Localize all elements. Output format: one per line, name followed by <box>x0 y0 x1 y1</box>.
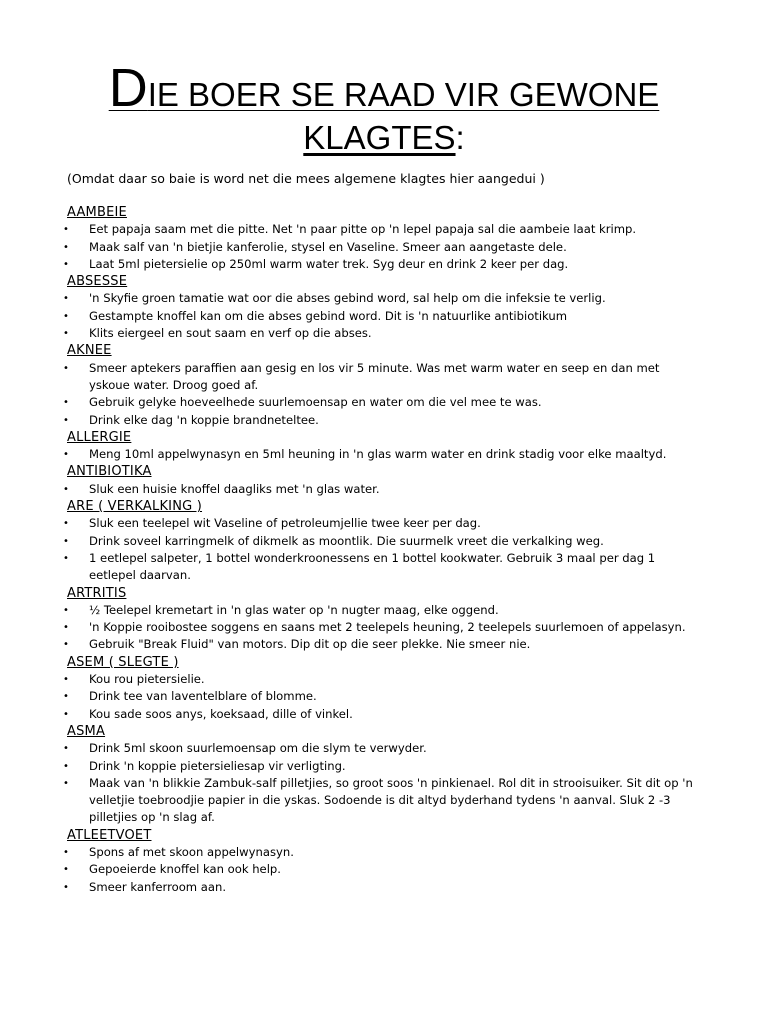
bullet-icon: • <box>63 518 69 530</box>
bullet-icon: • <box>63 777 69 789</box>
title-drop-letter: D <box>108 58 148 118</box>
section-item-list <box>63 290 701 342</box>
bullet-icon: • <box>63 674 69 686</box>
list-item-text: Drink soveel karringmelk of dikmelk as moontlik. Die suurmelk vreet die verkalking weg. <box>89 533 604 548</box>
section-item-list <box>63 671 701 723</box>
list-item <box>63 758 701 775</box>
list-item <box>63 740 701 757</box>
bullet-icon: • <box>63 552 69 564</box>
list-item <box>63 636 701 653</box>
list-item <box>63 256 701 273</box>
list-item-text: Gebruik "Break Fluid" van motors. Dip dit op die seer plekke. Nie smeer nie. <box>89 637 531 652</box>
bullet-icon: • <box>63 604 69 616</box>
list-item <box>63 671 701 688</box>
section <box>63 585 701 654</box>
section-heading: AAMBEIE <box>67 205 127 220</box>
bullet-icon: • <box>63 881 69 893</box>
list-item <box>63 515 701 532</box>
list-item <box>63 706 701 723</box>
section-heading: ARTRITIS <box>67 585 127 601</box>
section-item-list <box>63 602 701 654</box>
intro-text: (Omdat daar so baie is word net die mees algemene klagtes hier aangedui ) <box>67 171 545 186</box>
list-item <box>63 879 701 896</box>
list-item-text: ½ Teelepel kremetart in 'n glas water op 'n nugter maag, elke oggend. <box>89 602 499 617</box>
list-item-text: Maak van 'n blikkie Zambuk-salf pilletjies, so groot soos 'n pinkienael. Rol dit in strooisuiker. Sit dit op 'n velletjie toebroodjie papier in die yskas. Sodoende is dit altyd byderhand tydens 'n aanval. Sluk 2 -3 pilletjies op 'n slag af. <box>89 775 693 825</box>
section-heading: ANTIBIOTIKA <box>67 464 152 480</box>
list-item-text: 1 eetlepel salpeter, 1 bottel wonderkroonessens en 1 bottel kookwater. Gebruik 3 maal per dag 1 eetlepel daarvan. <box>89 550 656 583</box>
bullet-icon: • <box>63 362 69 374</box>
section-heading: ALLERGIE <box>67 429 132 445</box>
list-item-text: Smeer kanferroom aan. <box>89 879 227 894</box>
section-heading: ASEM ( SLEGTE ) <box>67 654 179 670</box>
section-item-list <box>63 844 701 896</box>
list-item-text: Gestampte knoffel kan om die abses gebind word. Dit is 'n natuurlike antibiotikum <box>89 308 568 323</box>
bullet-icon: • <box>63 691 69 703</box>
bullet-icon: • <box>63 310 69 322</box>
bullet-icon: • <box>63 760 69 772</box>
list-item <box>63 688 701 705</box>
list-item-text: Drink tee van laventelblare of blomme. <box>89 689 317 704</box>
list-item <box>63 290 701 307</box>
bullet-icon: • <box>63 224 69 236</box>
section-heading: ABSESSE <box>67 274 128 290</box>
title-line-2 <box>0 118 768 158</box>
section <box>63 498 701 584</box>
section <box>63 204 701 273</box>
list-item <box>63 239 701 256</box>
list-item <box>63 360 701 395</box>
list-item <box>63 861 701 878</box>
title-underlined-part <box>108 58 660 118</box>
list-item <box>63 533 701 550</box>
remedies-list <box>63 204 701 896</box>
list-item <box>63 394 701 411</box>
section-heading: ATLEETVOET <box>67 827 152 843</box>
section-item-list <box>63 515 701 584</box>
list-item-text: Eet papaja saam met die pitte. Net 'n paar pitte op 'n lepel papaja sal die aambeie laat krimp. <box>89 222 637 237</box>
list-item <box>63 446 701 463</box>
section-item-list <box>63 481 701 498</box>
list-item-text: Drink 5ml skoon suurlemoensap om die slym te verwyder. <box>89 741 427 756</box>
bullet-icon: • <box>63 483 69 495</box>
list-item-text: Smeer aptekers paraffien aan gesig en los vir 5 minute. Was met warm water en seep en dan met yskoue water. Droog goed af. <box>89 360 660 392</box>
list-item <box>63 481 701 498</box>
section <box>63 342 701 428</box>
bullet-icon: • <box>63 864 69 876</box>
list-item-text: Klits eiergeel en sout saam en verf op die abses. <box>89 326 372 341</box>
section <box>63 463 701 498</box>
section-item-list <box>63 446 701 463</box>
bullet-icon: • <box>63 449 69 461</box>
bullet-icon: • <box>63 293 69 305</box>
bullet-icon: • <box>63 414 69 426</box>
bullet-icon: • <box>63 258 69 270</box>
list-item <box>63 412 701 429</box>
list-item-text: Kou rou pietersielie. <box>89 672 205 687</box>
list-item-text: Maak salf van 'n bietjie kanferolie, stysel en Vaseline. Smeer aan aangetaste dele. <box>89 239 567 254</box>
section <box>63 827 701 896</box>
section-heading: AKNEE <box>67 343 112 359</box>
section-heading: ARE ( VERKALKING ) <box>67 499 203 515</box>
list-item-text: 'n Koppie rooibostee soggens en saans met 2 teelepels heuning, 2 teelepels suurlemoen of appelasyn. <box>89 620 686 635</box>
list-item <box>63 308 701 325</box>
section-item-list <box>63 360 701 429</box>
bullet-icon: • <box>63 846 69 858</box>
bullet-icon: • <box>63 639 69 651</box>
section-item-list <box>63 740 701 826</box>
bullet-icon: • <box>63 397 69 409</box>
list-item-text: Drink elke dag 'n koppie brandneteltee. <box>89 412 319 427</box>
section <box>63 654 701 723</box>
list-item-text: Kou sade soos anys, koeksaad, dille of vinkel. <box>89 706 353 721</box>
section <box>63 273 701 342</box>
list-item-text: 'n Skyfie groen tamatie wat oor die abses gebind word, sal help om die infeksie te verlig. <box>89 291 606 306</box>
title-word: KLAGTES <box>303 119 456 156</box>
bullet-icon: • <box>63 241 69 253</box>
list-item <box>63 602 701 619</box>
bullet-icon: • <box>63 328 69 340</box>
section-heading: ASMA <box>67 723 106 739</box>
list-item-text: Laat 5ml pietersielie op 250ml warm water trek. Syg deur en drink 2 keer per dag. <box>89 256 569 271</box>
list-item-text: Sluk een huisie knoffel daagliks met 'n glas water. <box>89 481 380 496</box>
bullet-icon: • <box>63 622 69 634</box>
list-item-text: Drink 'n koppie pietersieliesap vir verligting. <box>89 758 346 773</box>
list-item-text: Spons af met skoon appelwynasyn. <box>89 844 294 859</box>
list-item <box>63 325 701 342</box>
list-item-text: Sluk een teelepel wit Vaseline of petroleumjellie twee keer per dag. <box>89 516 481 531</box>
list-item <box>63 550 701 585</box>
bullet-icon: • <box>63 708 69 720</box>
list-item <box>63 619 701 636</box>
section <box>63 429 701 464</box>
bullet-icon: • <box>63 743 69 755</box>
list-item-text: Gebruik gelyke hoeveelhede suurlemoensap en water om die vel mee te was. <box>89 395 542 410</box>
list-item <box>63 221 701 238</box>
bullet-icon: • <box>63 535 69 547</box>
list-item <box>63 844 701 861</box>
section-item-list <box>63 221 701 273</box>
title-colon: : <box>455 119 465 156</box>
list-item <box>63 775 701 827</box>
list-item-text: Meng 10ml appelwynasyn en 5ml heuning in 'n glas warm water en drink stadig voor elke maaltyd. <box>89 447 667 462</box>
list-item-text: Gepoeierde knoffel kan ook help. <box>89 862 281 877</box>
title-text: IE BOER SE RAAD VIR GEWONE <box>147 76 660 113</box>
section <box>63 723 701 827</box>
